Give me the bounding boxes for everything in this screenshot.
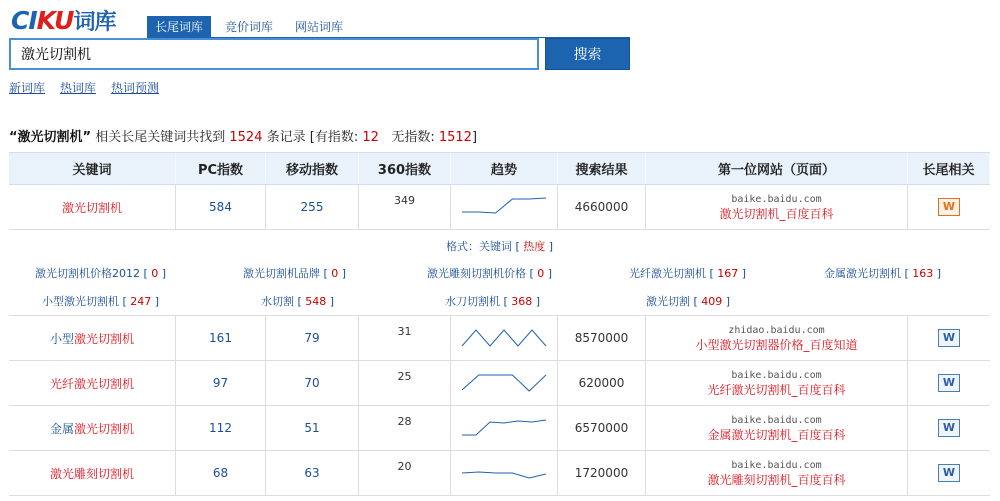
keyword-base: 激光切割机: [74, 421, 135, 436]
longtail-w-icon[interactable]: W: [938, 419, 960, 437]
keyword-link[interactable]: [9, 451, 176, 495]
longtail-w-icon[interactable]: W: [938, 198, 960, 216]
search-results: 620000: [558, 361, 646, 405]
search-input[interactable]: [11, 40, 537, 68]
site-title[interactable]: 激光雕刻切割机_百度百科: [707, 473, 846, 487]
related-terms-block: [9, 230, 990, 316]
longtail-w-icon[interactable]: W: [938, 374, 960, 392]
header-longtail: 长尾相关: [908, 153, 990, 184]
keyword-link[interactable]: [9, 361, 176, 405]
pc-index: 112: [176, 406, 266, 450]
trend-sparkline: [459, 415, 549, 441]
format-hint: [9, 238, 990, 254]
summary-total: 1524: [229, 130, 263, 145]
trend-sparkline: [459, 325, 549, 351]
keyword-link[interactable]: [9, 406, 176, 450]
header-mobile-index: 移动指数: [266, 153, 359, 184]
header-keyword: 关键词: [9, 153, 176, 184]
ciku-logo[interactable]: [11, 6, 115, 36]
longtail-w-icon[interactable]: W: [938, 329, 960, 347]
pc-index: 68: [176, 451, 266, 495]
longtail-cell: [908, 361, 990, 405]
format-open: [: [515, 240, 520, 253]
link-new-words[interactable]: 新词库: [9, 81, 46, 95]
site-title[interactable]: 小型激光切割器价格_百度知道: [695, 338, 858, 352]
trend-sparkline: [459, 460, 549, 486]
pc-index: 584: [176, 185, 266, 229]
trend-cell: [451, 361, 558, 405]
search-results: 4660000: [558, 185, 646, 229]
keyword-prefix: 小型: [49, 331, 74, 346]
table-row-main: [9, 185, 990, 230]
table-row: [9, 316, 990, 361]
index-360: 31: [359, 316, 451, 360]
summary-without-index-label: 无指数:: [391, 130, 435, 145]
result-summary: [9, 126, 477, 145]
link-hot-forecast[interactable]: 热词预测: [111, 81, 160, 95]
keyword-base: 激光切割机: [74, 331, 135, 346]
mobile-index: 79: [266, 316, 359, 360]
index-360: 28: [359, 406, 451, 450]
keyword-prefix: 光纤: [49, 376, 74, 391]
format-close: ]: [548, 240, 554, 253]
keyword-prefix: 金属: [49, 421, 74, 436]
pc-index: 161: [176, 316, 266, 360]
tab-site[interactable]: 网站词库: [295, 20, 344, 34]
summary-close: ]: [471, 130, 478, 145]
logo-part-ciku: 词库: [73, 10, 116, 35]
tab-bar: [147, 16, 357, 38]
first-site[interactable]: [646, 361, 908, 405]
site-domain: baike.baidu.com: [731, 370, 822, 381]
site-title[interactable]: 激光切割机_百度百科: [719, 207, 834, 221]
mobile-index: 63: [266, 451, 359, 495]
header-trend: 趋势: [451, 153, 558, 184]
longtail-cell: [908, 406, 990, 450]
related-term-3[interactable]: 光纤激光切割机 [ 167 ]: [629, 267, 747, 280]
format-label: 格式：关键词: [445, 240, 512, 253]
tab-bidding[interactable]: 竞价词库: [225, 20, 274, 34]
site-domain: baike.baidu.com: [731, 415, 822, 426]
first-site[interactable]: [646, 406, 908, 450]
mobile-index: 51: [266, 406, 359, 450]
site-domain: zhidao.baidu.com: [728, 325, 825, 336]
longtail-cell: [908, 185, 990, 229]
trend-cell: [451, 406, 558, 450]
summary-with-index-label: [有指数:: [309, 130, 359, 145]
first-site[interactable]: [646, 316, 908, 360]
keyword-table: [9, 152, 990, 496]
trend-sparkline: [459, 370, 549, 396]
related-term-7[interactable]: 水刀切割机 [ 368 ]: [445, 295, 541, 308]
summary-keyword: “激光切割机”: [9, 130, 92, 145]
index-360: 20: [359, 451, 451, 495]
logo-part-ci: CI: [11, 6, 37, 35]
keyword-link[interactable]: 激光切割机: [9, 185, 176, 229]
related-term-6[interactable]: 水切割 [ 548 ]: [261, 295, 335, 308]
related-term-2[interactable]: 激光雕刻切割机价格 [ 0 ]: [427, 267, 553, 280]
index-360: 25: [359, 361, 451, 405]
table-row: [9, 451, 990, 496]
related-term-8[interactable]: 激光切割 [ 409 ]: [646, 295, 731, 308]
link-hot-words[interactable]: 热词库: [60, 81, 97, 95]
first-site[interactable]: [646, 451, 908, 495]
mobile-index: 70: [266, 361, 359, 405]
related-term-5[interactable]: 小型激光切割机 [ 247 ]: [42, 295, 160, 308]
table-row: [9, 361, 990, 406]
trend-sparkline: [459, 194, 549, 220]
related-term-0[interactable]: 激光切割机价格2012 [ 0 ]: [35, 267, 167, 280]
keyword-link[interactable]: [9, 316, 176, 360]
summary-text: 相关长尾关键词共找到: [95, 130, 226, 145]
longtail-cell: [908, 451, 990, 495]
mobile-index: 255: [266, 185, 359, 229]
header-results: 搜索结果: [558, 153, 646, 184]
related-term-4[interactable]: 金属激光切割机 [ 163 ]: [824, 267, 942, 280]
header-first-site: 第一位网站（页面）: [646, 153, 908, 184]
pc-index: 97: [176, 361, 266, 405]
table-row: [9, 406, 990, 451]
search-button[interactable]: 搜索: [545, 38, 630, 70]
search-box: [9, 38, 539, 70]
trend-cell: [451, 316, 558, 360]
first-site[interactable]: [646, 185, 908, 229]
tab-longtail[interactable]: 长尾词库: [147, 16, 211, 38]
header-pc-index: PC指数: [176, 153, 266, 184]
header-360-index: 360指数: [359, 153, 451, 184]
summary-with-index: 12: [362, 130, 379, 145]
trend-cell: [451, 185, 558, 229]
table-header: [9, 152, 990, 185]
logo-part-ku: KU: [36, 6, 74, 35]
site-domain: baike.baidu.com: [731, 460, 822, 471]
summary-text2: 条记录: [266, 130, 306, 145]
search-results: 6570000: [558, 406, 646, 450]
related-term-1[interactable]: 激光切割机品牌 [ 0 ]: [243, 267, 347, 280]
longtail-w-icon[interactable]: W: [938, 464, 960, 482]
sub-links: [9, 79, 159, 96]
keyword-base: 激光雕刻切割机: [49, 466, 134, 481]
site-domain: baike.baidu.com: [731, 194, 822, 205]
site-title[interactable]: 光纤激光切割机_百度百科: [707, 383, 846, 397]
site-title[interactable]: 金属激光切割机_百度百科: [707, 428, 846, 442]
search-results: 8570000: [558, 316, 646, 360]
trend-cell: [451, 451, 558, 495]
index-360: 349: [359, 185, 451, 229]
keyword-base: 激光切割机: [74, 376, 135, 391]
format-heat: 热度: [523, 240, 546, 253]
search-results: 1720000: [558, 451, 646, 495]
longtail-cell: [908, 316, 990, 360]
summary-without-index: 1512: [438, 130, 472, 145]
